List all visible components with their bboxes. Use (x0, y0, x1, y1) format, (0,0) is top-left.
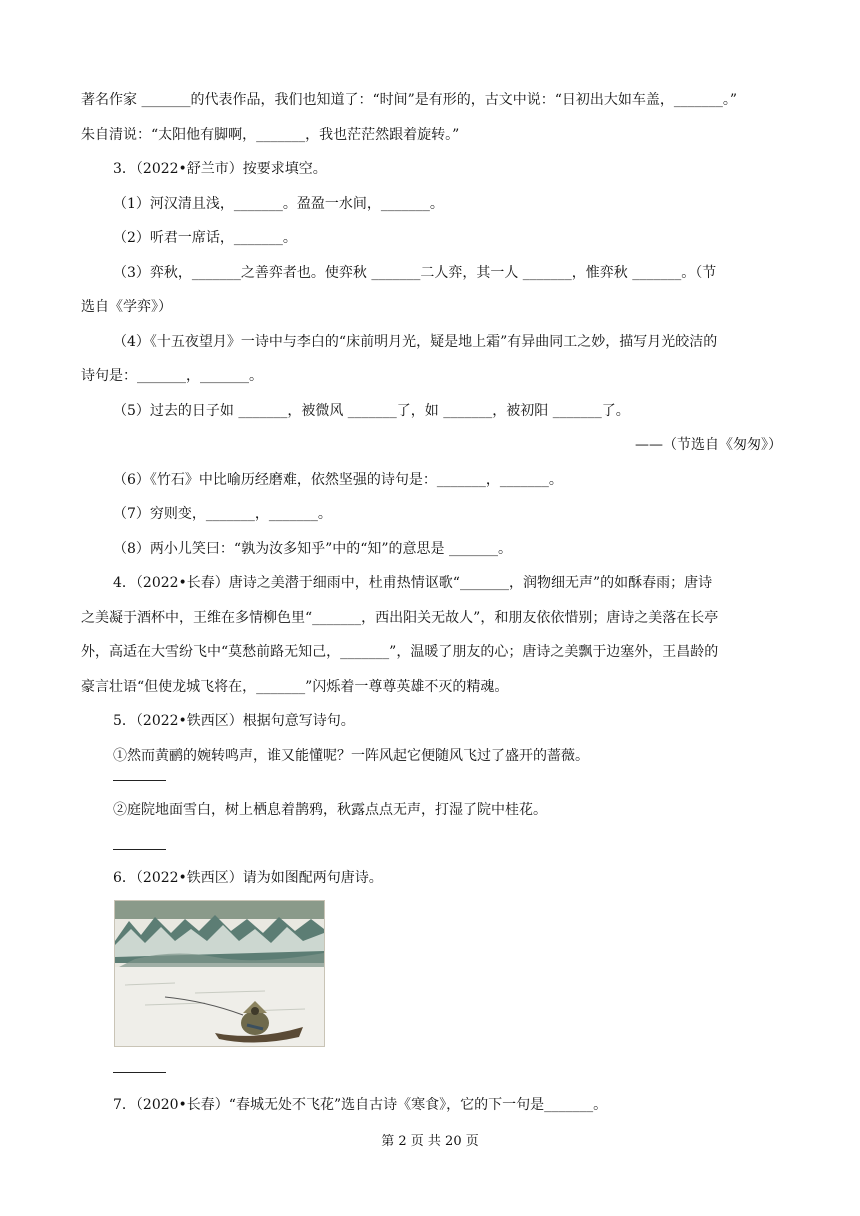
question-3-item-1: （1）河汉清且浅，_______。盈盈一水间，_______。 (113, 196, 444, 212)
question-3-item-4-cont: 诗句是：_______，_______。 (81, 368, 263, 384)
question-4-cont: 之美凝于酒杯中，王维在多情柳色里“_______，西出阳关无故人”，和朋友依依惜别；唐诗之美落在长亭 (81, 610, 719, 626)
painting-image (115, 901, 324, 1046)
question-3-item-8: （8）两小儿笑曰：“孰为汝多知乎”中的“知”的意思是 _______。 (113, 541, 512, 557)
question-3-item-6: （6）《竹石》中比喻历经磨难，依然坚强的诗句是：_______，_______。 (113, 472, 563, 488)
question-3-item-5-source: ——（节选自《匆匆》） (635, 437, 782, 453)
question-3-item-2: （2）听君一席话，_______。 (113, 230, 297, 246)
question-3-item-3: （3）弈秋，_______之善弈者也。使弈秋 _______二人弈，其一人 _______，惟弈秋 _______。（节 (113, 265, 717, 281)
question-3-item-3-cont: 选自《学弈》） (81, 299, 172, 315)
snow-river-fisherman-painting (114, 900, 325, 1047)
question-4-cont: 豪言壮语“但使龙城飞将在，_______”闪烁着一尊尊英雄不灭的精魂。 (81, 679, 509, 695)
text-line: 著名作家 _______的代表作品，我们也知道了：“时间”是有形的，古文中说：“日初出大如车盖，_______。” (81, 92, 738, 108)
text-line: 朱自清说：“太阳他有脚啊，_______，我也茫茫然跟着旋转。” (81, 127, 460, 143)
page-footer: 第 2 页 共 20 页 (381, 1134, 479, 1149)
question-3-item-7: （7）穷则变，_______，_______。 (113, 506, 332, 522)
question-5-item-2: ②庭院地面雪白，树上栖息着鹊鸦，秋露点点无声，打湿了院中桂花。 (113, 802, 547, 818)
question-4: 4．（2022•长春）唐诗之美潜于细雨中，杜甫热情讴歌“_______，润物细无声”的如酥春雨；唐诗 (113, 575, 713, 591)
question-3-item-4: （4）《十五夜望月》一诗中与李白的“床前明月光，疑是地上霜”有异曲同工之妙，描写月光皎洁的 (113, 334, 718, 350)
answer-line[interactable] (113, 780, 166, 781)
question-3-item-5: （5）过去的日子如 _______，被微风 _______了，如 _______，被初阳 _______了。 (113, 403, 630, 419)
question-3-heading: 3．（2022•舒兰市）按要求填空。 (113, 161, 327, 177)
question-5-heading: 5．（2022•铁西区）根据句意写诗句。 (113, 713, 355, 729)
question-6-heading: 6．（2022•铁西区）请为如图配两句唐诗。 (113, 870, 383, 886)
question-4-cont: 外，高适在大雪纷飞中“莫愁前路无知己，_______”，温暖了朋友的心；唐诗之美飘于边塞外，王昌龄的 (81, 644, 719, 660)
answer-line[interactable] (113, 849, 166, 850)
question-5-item-1: ①然而黄鹂的婉转鸣声，谁又能懂呢？一阵风起它便随风飞过了盛开的蔷薇。 (113, 748, 589, 764)
question-7: 7．（2020•长春）“春城无处不飞花”选自古诗《寒食》，它的下一句是_______。 (113, 1097, 608, 1113)
answer-line[interactable] (113, 1072, 166, 1073)
